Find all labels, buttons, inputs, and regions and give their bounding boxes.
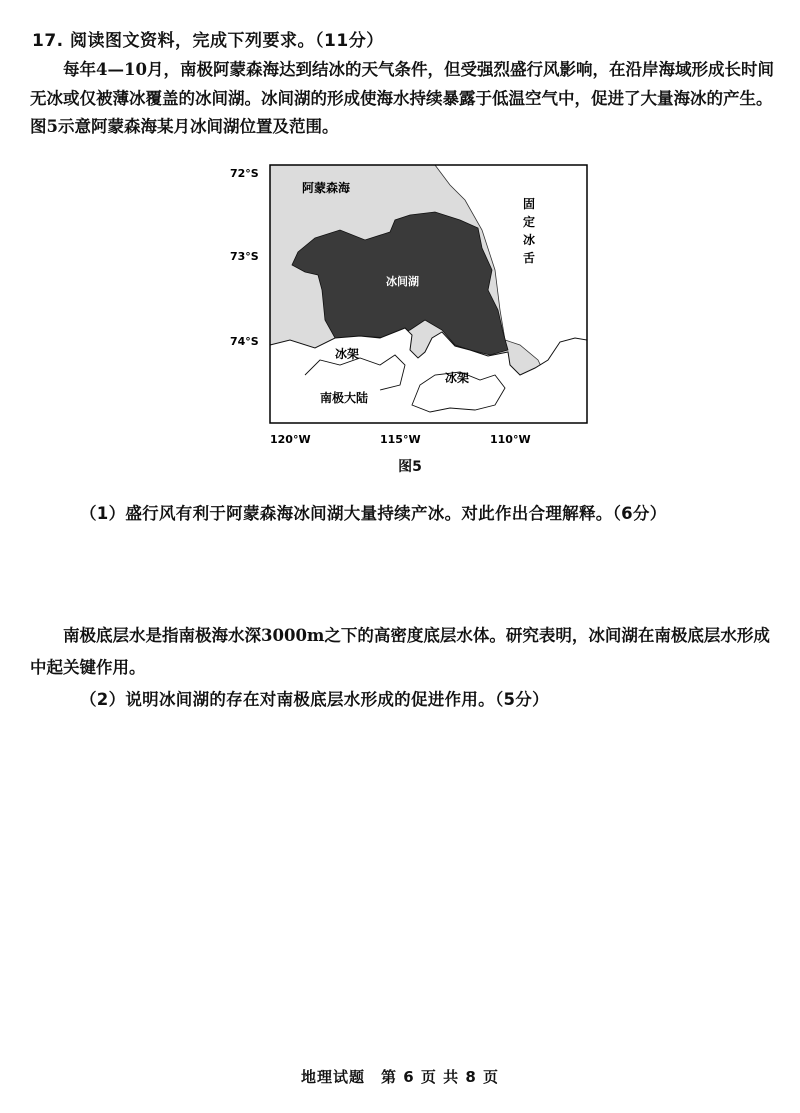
continent-label: 南极大陆 — [320, 391, 369, 405]
sub-question-2: （2）说明冰间湖的存在对南极底层水形成的促进作用。（5分） — [80, 690, 549, 709]
context-paragraph-2 — [30, 620, 775, 684]
paragraph2-text: 南极底层水是指南极海水深3000m之下的高密度底层水体。研究表明，冰间湖在南极底层水形成中起关键作用。 — [30, 626, 770, 677]
polynya-label: 冰间湖 — [386, 275, 419, 288]
lon-label-110: 110°W — [490, 433, 531, 446]
lat-label-74: 74°S — [230, 335, 259, 348]
intro-paragraph: 每年4—10月，南极阿蒙森海达到结冰的天气条件，但受强烈盛行风影响，在沿岸海域形成长时间无冰或仅被薄冰覆盖的冰间湖。冰间湖的形成使海水持续暴露于低温空气中，促进了大量海冰的产生。图5示意阿蒙森海某月冰间湖位置及范围。 — [30, 60, 774, 136]
lon-label-115: 115°W — [380, 433, 421, 446]
sea-label: 阿蒙森海 — [302, 181, 351, 195]
ice-shelf-2-label: 冰架 — [445, 371, 470, 385]
question-title: 17. 阅读图文资料，完成下列要求。（11分） — [32, 31, 384, 51]
question-intro — [30, 56, 775, 142]
lat-label-72: 72°S — [230, 167, 259, 180]
fast-ice-label-1: 固 — [523, 197, 536, 211]
fast-ice-label-3: 冰 — [523, 233, 536, 247]
figure-caption: 图5 — [398, 459, 422, 475]
amundsen-polynya-map — [220, 160, 600, 460]
sub-question-1: （1）盛行风有利于阿蒙森海冰间湖大量持续产冰。对此作出合理解释。（6分） — [80, 504, 667, 523]
fast-ice-label-2: 定 — [523, 215, 536, 229]
lat-label-73: 73°S — [230, 250, 259, 263]
lon-label-120: 120°W — [270, 433, 311, 446]
ice-shelf-1-label: 冰架 — [335, 347, 360, 361]
map-figure — [220, 160, 600, 480]
page-footer: 地理试题 第 6 页 共 8 页 — [301, 1068, 499, 1086]
fast-ice-label-4: 舌 — [523, 251, 536, 265]
